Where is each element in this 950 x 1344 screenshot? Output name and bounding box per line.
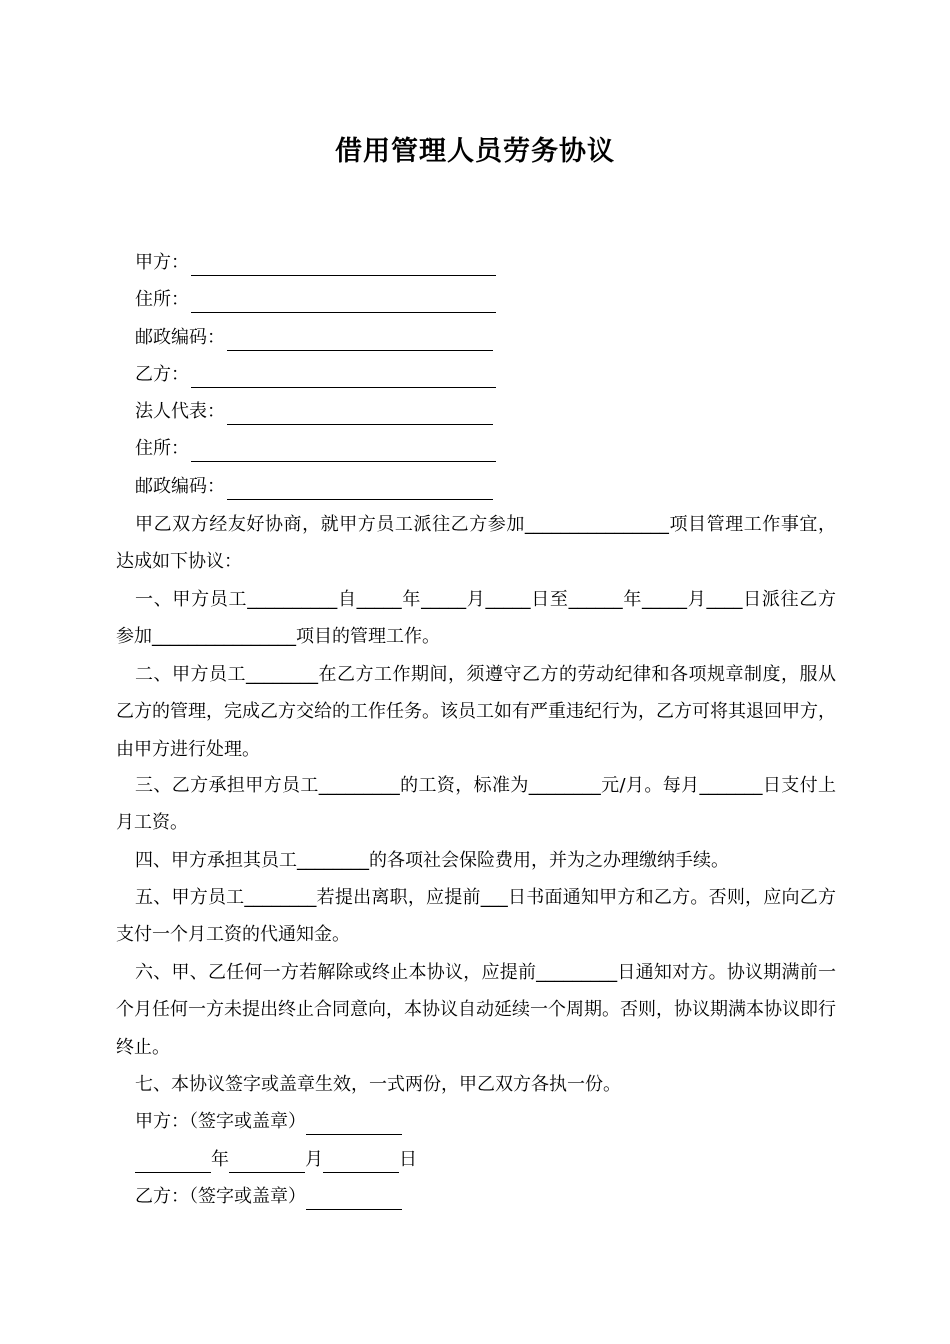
signature-date <box>135 1147 417 1173</box>
signature-blank <box>306 1114 402 1135</box>
date-blank <box>135 1152 211 1173</box>
clause-4: 四、甲方承担其员工________的各项社会保险费用，并为之办理缴纳手续。 <box>135 850 729 871</box>
field-address-a <box>135 287 496 313</box>
field-blank <box>191 292 496 313</box>
signature-blank <box>306 1189 402 1210</box>
signature-label: 乙方：（签字或盖章） <box>135 1186 306 1207</box>
field-label: 乙方： <box>135 364 189 385</box>
clause-2: 二、甲方员工________在乙方工作期间，须遵守乙方的劳动纪律和各项规章制度，服从乙方的管理，完成乙方交给的工作任务。该员工如有严重违纪行为，乙方可将其退回甲方，由甲方进行处理。 <box>116 664 836 760</box>
document-title: 借用管理人员劳务协议 <box>335 136 615 167</box>
field-label: 住所： <box>135 438 189 459</box>
field-address-b <box>135 436 496 462</box>
field-label: 甲方： <box>135 252 189 273</box>
field-label: 法人代表： <box>135 401 225 422</box>
clause-5: 五、甲方员工________若提出离职，应提前___日书面通知甲方和乙方。否则，应向乙方支付一个月工资的代通知金。 <box>116 887 836 946</box>
date-day-label: 日 <box>399 1149 417 1170</box>
field-label: 邮政编码： <box>135 476 225 497</box>
signature-party-a <box>135 1109 402 1135</box>
clause-6: 六、甲、乙任何一方若解除或终止本协议，应提前_________日通知对方。协议期满前一个月任何一方未提出终止合同意向，本协议自动延续一个周期。否则，协议期满本协议即行终止。 <box>116 962 836 1058</box>
field-blank <box>227 330 493 351</box>
date-year-label: 年 <box>211 1149 229 1170</box>
intro-paragraph: 甲乙双方经友好协商，就甲方员工派往乙方参加________________项目管理工作事宜，达成如下协议： <box>116 514 836 573</box>
field-label: 邮政编码： <box>135 327 225 348</box>
clause-1: 一、甲方员工__________自_____年_____月_____日至______年_____月____日派往乙方参加________________项目的管理工作。 <box>116 589 836 648</box>
field-party-a <box>135 250 496 276</box>
date-blank <box>229 1152 305 1173</box>
field-blank <box>227 479 493 500</box>
field-blank <box>227 404 493 425</box>
field-blank <box>191 441 496 462</box>
date-blank <box>323 1152 399 1173</box>
field-legal-rep <box>135 399 493 425</box>
clause-3: 三、乙方承担甲方员工_________的工资，标准为________元/月。每月_______日支付上月工资。 <box>116 775 836 834</box>
field-label: 住所： <box>135 289 189 310</box>
date-month-label: 月 <box>305 1149 323 1170</box>
clause-7: 七、本协议签字或盖章生效，一式两份，甲乙双方各执一份。 <box>135 1074 621 1095</box>
field-postcode-a <box>135 325 493 351</box>
field-party-b <box>135 362 496 388</box>
signature-party-b <box>135 1184 402 1210</box>
field-postcode-b <box>135 474 493 500</box>
signature-label: 甲方：（签字或盖章） <box>135 1111 306 1132</box>
field-blank <box>191 367 496 388</box>
field-blank <box>191 255 496 276</box>
